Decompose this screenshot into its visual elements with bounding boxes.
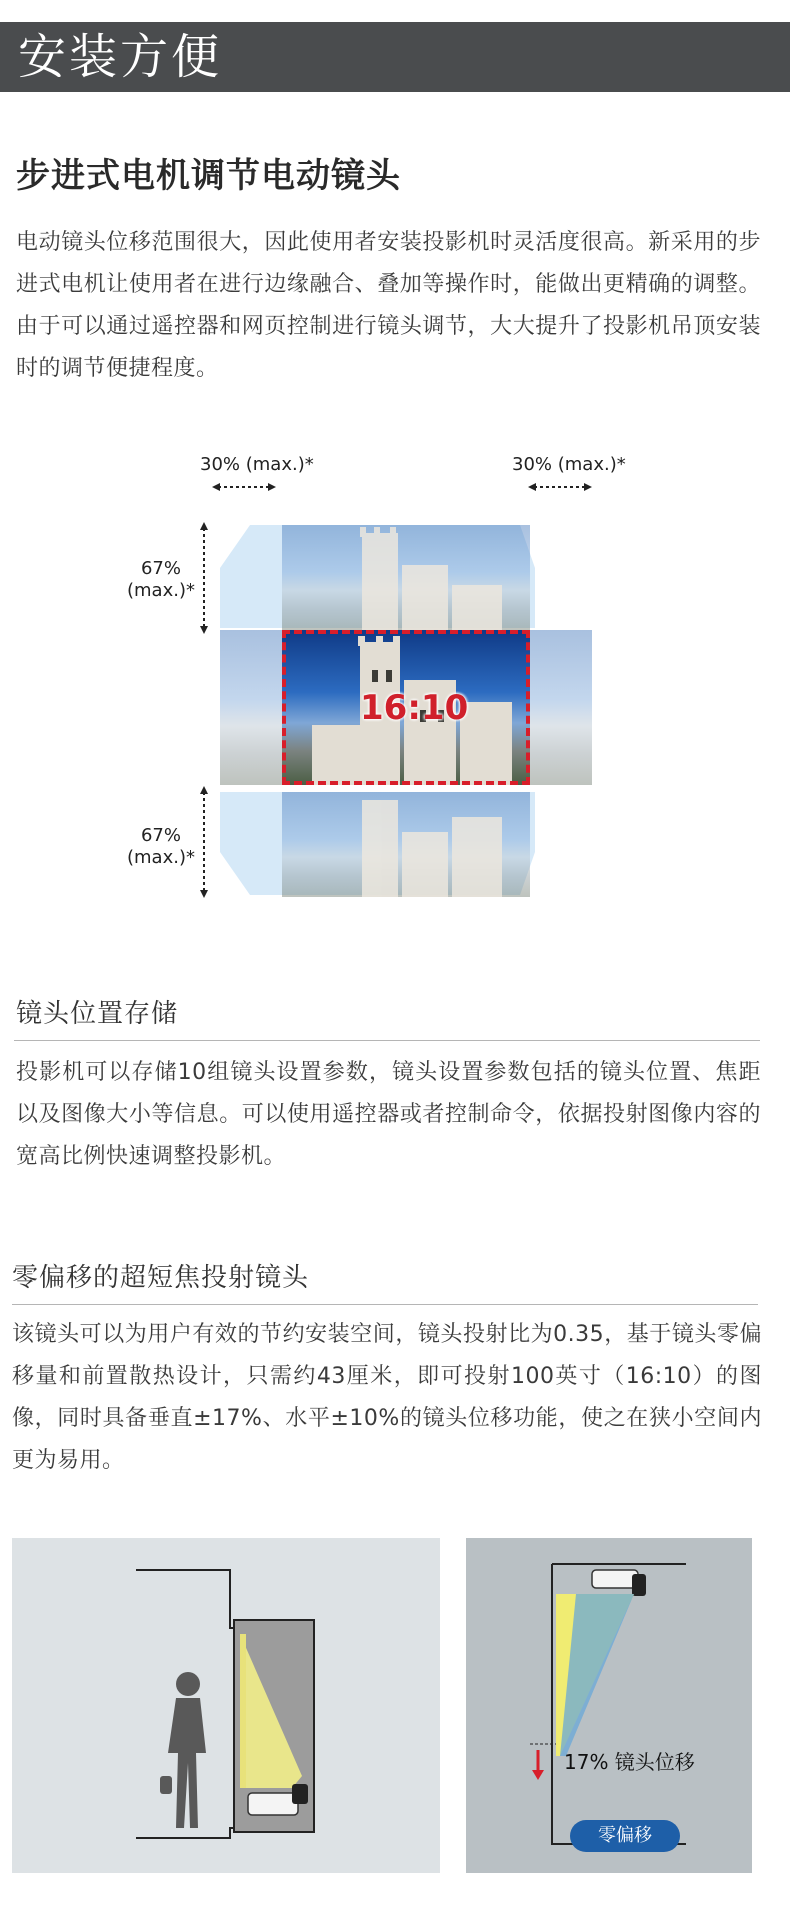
- section-banner: [0, 22, 790, 92]
- vertical-shift-top-max: (max.)*: [127, 580, 195, 601]
- section-heading-lens-memory: 镜头位置存储: [16, 999, 179, 1029]
- zero-offset-badge: 零偏移: [570, 1820, 680, 1852]
- lens-shift-diagram: [120, 440, 640, 910]
- section-body-ust-lens: 该镜头可以为用户有效的节约安装空间，镜头投射比为0.35，基于镜头零偏移量和前置散热设计，只需约43厘米，即可投射100英寸（16:10）的图像，同时具备垂直±17%、水平±10%的镜头位移功能，使之在狭小空间内更为易用。: [12, 1322, 762, 1473]
- banner-title: 安装方便: [18, 29, 223, 85]
- section-body-lens-memory: 投影机可以存储10组镜头设置参数，镜头设置参数包括的镜头位置、焦距以及图像大小等信息。可以使用遥控器或者控制命令，依据投射图像内容的宽高比例快速调整投影机。: [16, 1060, 761, 1169]
- horizontal-shift-label-right: 30% (max.)*: [512, 454, 626, 475]
- section-heading-motor-lens: 步进式电机调节电动镜头: [16, 156, 401, 196]
- install-illustration-ceiling: [466, 1538, 752, 1873]
- section-heading-ust-lens: 零偏移的超短焦投射镜头: [12, 1263, 310, 1293]
- vertical-shift-bottom-max: (max.)*: [127, 847, 195, 868]
- section-body-motor-lens: 电动镜头位移范围很大，因此使用者安装投影机时灵活度很高。新采用的步进式电机让使用者在进行边缘融合、叠加等操作时，能做出更精确的调整。由于可以通过遥控器和网页控制进行镜头调节，大大提升了投影机吊顶安装时的调节便捷程度。: [16, 230, 761, 381]
- lens-shift-callout: 17% 镜头位移: [564, 1750, 695, 1774]
- shifted-image-left: [220, 630, 282, 785]
- aspect-ratio-label: 16:10: [360, 688, 469, 728]
- shifted-image-right: [530, 630, 592, 785]
- vertical-shift-top-value: 67%: [140, 558, 181, 579]
- divider: [12, 1304, 758, 1305]
- castle-bottom-icon: [282, 792, 530, 897]
- divider: [14, 1040, 760, 1041]
- install-illustration-wall: [12, 1538, 440, 1873]
- horizontal-shift-label-left: 30% (max.)*: [200, 454, 314, 475]
- castle-top-icon: [282, 525, 530, 630]
- vertical-shift-bottom-value: 67%: [140, 825, 181, 846]
- wall-projection-scene: [12, 1538, 440, 1873]
